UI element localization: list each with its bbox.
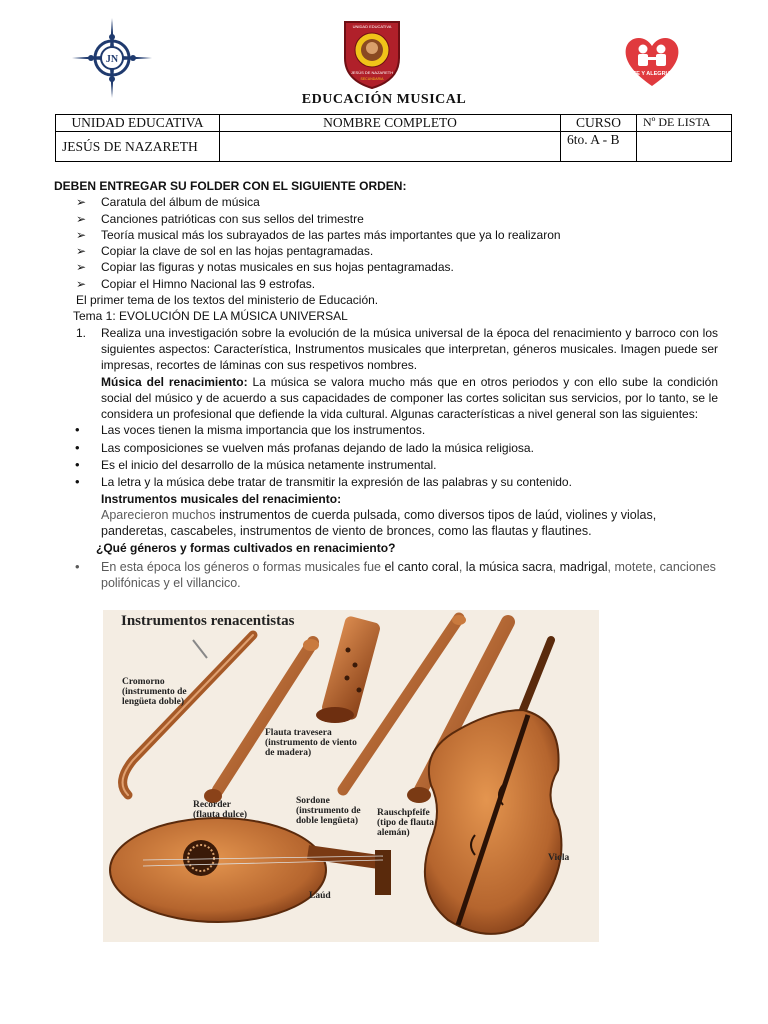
value-numero-lista[interactable]	[637, 132, 732, 162]
instruments-drawing	[103, 610, 599, 942]
label-rauschpfeife: Rauschpfeife (tipo de flauta alemán)	[377, 808, 434, 838]
value-school-name: JESÚS DE NAZARETH	[56, 132, 220, 162]
value-full-name[interactable]	[220, 132, 561, 162]
header-nombre-completo: NOMBRE COMPLETO	[220, 115, 561, 132]
arrow-bullet-icon: ➢	[76, 260, 87, 275]
renaissance-heading: Música del renacimiento:	[101, 374, 248, 389]
value-curso: 6to. A - B	[561, 132, 637, 162]
header-numero-lista: Nº DE LISTA	[637, 115, 732, 132]
list-item: • Las composiciones se vuelven más profanas dejando de lado la música religiosa.	[75, 439, 534, 455]
label-sordone: Sordone (instrumento de doble lengüeta)	[296, 796, 361, 826]
label-viola: Viola	[548, 853, 570, 863]
list-item: • Las voces tienen la misma importancia que los instrumentos.	[75, 422, 426, 438]
left-emblem-logo	[72, 18, 152, 98]
list-item: • La letra y la música debe tratar de transmitir la expresión de las palabras y su contenido.	[75, 474, 572, 490]
svg-text:SECUNDARIA: SECUNDARIA	[360, 77, 384, 81]
bullet-icon: •	[75, 457, 80, 473]
school-badge-logo	[341, 18, 403, 90]
list-item: ➢ Teoría musical más los subrayados de las partes más importantes que ya lo realizaron	[76, 227, 561, 242]
task-number: 1.	[76, 325, 87, 340]
arrow-bullet-icon: ➢	[76, 276, 87, 291]
page-title: EDUCACIÓN MUSICAL	[301, 92, 467, 107]
assignment-content	[54, 178, 718, 591]
viola-icon	[425, 640, 562, 934]
school-badge-text: UNIDAD EDUCATIVA	[352, 24, 392, 29]
instruments-text: Aparecieron muchos instrumentos de cuerda pulsada, como diversos tipos de laúd, violines y violas, panderetas, cascabeles, instrumentos de viento de bronces, como las flautas y flautines.	[101, 507, 657, 539]
list-item: ➢ Copiar las figuras y notas musicales en sus hojas pentagramadas.	[76, 260, 454, 275]
instruments-heading: Instrumentos musicales del renacimiento:	[101, 491, 342, 506]
renaissance-instruments-illustration	[103, 610, 599, 942]
theme-title: Tema 1: EVOLUCIÓN DE LA MÚSICA UNIVERSAL	[73, 309, 348, 324]
svg-text:JESÚS DE NAZARETH: JESÚS DE NAZARETH	[350, 70, 394, 75]
bullet-icon: •	[75, 558, 80, 574]
first-theme-line: El primer tema de los textos del ministerio de Educación.	[76, 293, 379, 308]
arrow-bullet-icon: ➢	[76, 195, 87, 210]
label-cromorno: Cromorno (instrumento de lengüeta doble)	[122, 677, 187, 707]
arrow-bullet-icon: ➢	[76, 211, 87, 226]
student-info-table	[55, 114, 732, 162]
bullet-icon: •	[75, 439, 80, 455]
arrow-bullet-icon: ➢	[76, 227, 87, 242]
label-flauta-travesera: Flauta travesera (instrumento de viento de madera)	[265, 728, 357, 758]
genres-question: ¿Qué géneros y formas cultivados en renacimiento?	[96, 540, 396, 555]
header-unidad-educativa: UNIDAD EDUCATIVA	[56, 115, 220, 132]
task-item-1	[54, 325, 718, 423]
figure-title: Instrumentos renacentistas	[121, 613, 295, 629]
genres-item: • En esta época los géneros o formas musicales fue el canto coral, la música sacra, madrigal, motete, canciones polifónicas y el villancico.	[75, 558, 716, 591]
renaissance-text: La música se valora mucho más que en otros periodos y con ello sube la condición social del músico y de acuerdo a sus capacidades de componer las cortes solicitan sus servicios, por lo tanto, se le considera un profesional que defiende la vida cultural. Algunas características a nivel general son las siguientes:	[101, 374, 718, 422]
bullet-icon: •	[75, 422, 80, 438]
svg-text:JN: JN	[105, 54, 119, 65]
order-list	[54, 194, 718, 292]
list-item: ➢ Canciones patrióticas con sus sellos del trimestre	[76, 211, 364, 226]
list-item: ➢ Copiar el Himno Nacional las 9 estrofas.	[76, 276, 316, 291]
fe-y-alegria-logo	[623, 34, 681, 88]
sordone-icon	[316, 615, 381, 723]
list-item: ➢ Copiar la clave de sol en las hojas pentagramadas.	[76, 244, 374, 259]
lute-icon	[110, 818, 391, 922]
list-item: ➢ Caratula del álbum de música	[76, 195, 260, 210]
arrow-bullet-icon: ➢	[76, 244, 87, 259]
intro-heading: DEBEN ENTREGAR SU FOLDER CON EL SIGUIENTE ORDEN:	[54, 179, 407, 193]
label-recorder: Recorder (flauta dulce)	[193, 800, 248, 820]
task-text: Realiza una investigación sobre la evolución de la música universal de la época del renacimiento y barroco con los siguientes aspectos: Característica, Instrumentos musicales que interpretan, géneros musicales. Imagen puede ser impresas, recortes de láminas con sus respetivos nombres.	[101, 325, 718, 373]
bullet-icon: •	[75, 474, 80, 490]
svg-text:FE Y ALEGRIA: FE Y ALEGRIA	[632, 71, 672, 77]
header-curso: CURSO	[561, 115, 637, 132]
list-item: • Es el inicio del desarrollo de la música netamente instrumental.	[75, 457, 437, 473]
label-laud: Laúd	[309, 891, 331, 901]
